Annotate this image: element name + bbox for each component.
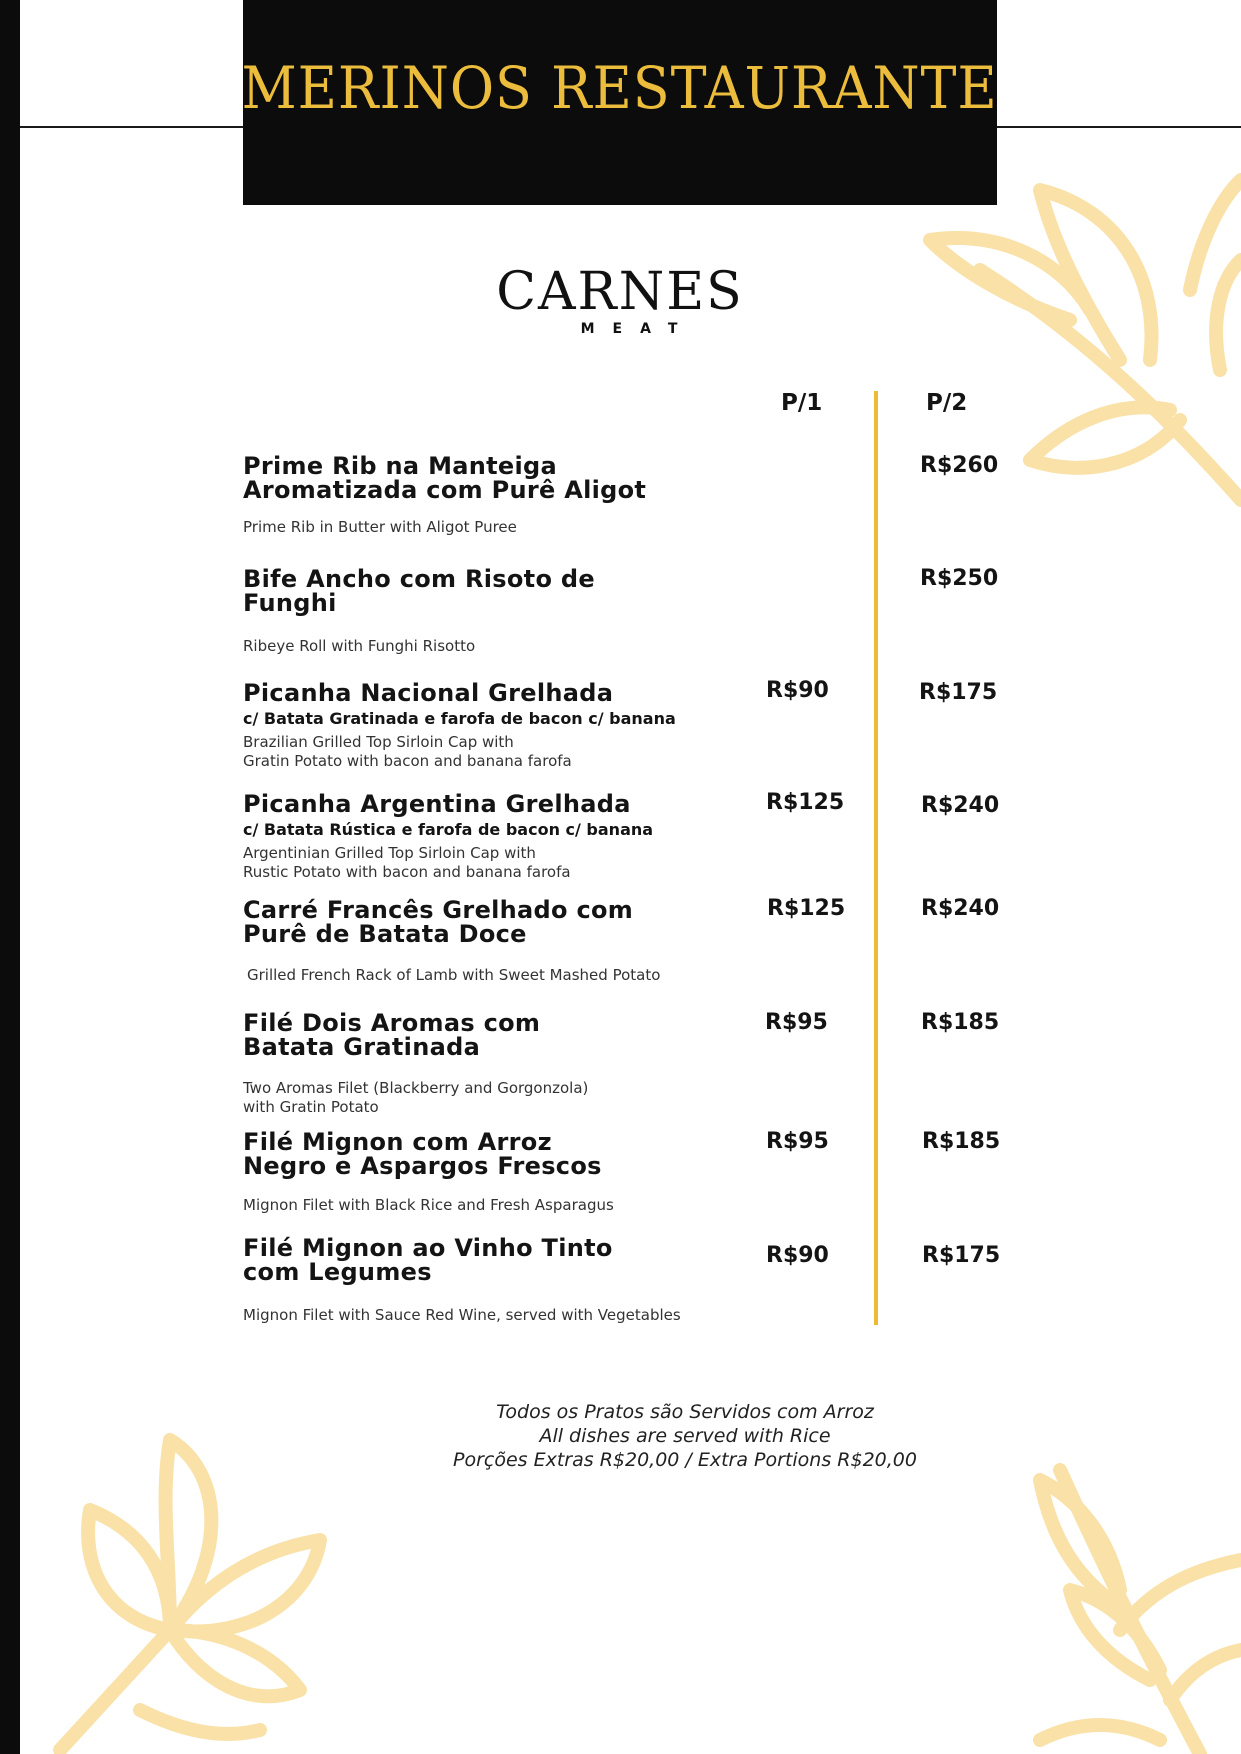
item-name: Picanha Argentina Grelhada <box>243 790 631 818</box>
footer-line-2: All dishes are served with Rice <box>539 1425 831 1447</box>
menu-item <box>243 1011 803 1117</box>
item-description: Two Aromas Filet (Blackberry and Gorgonzola) with Gratin Potato <box>243 1079 589 1116</box>
item-name: Filé Mignon ao Vinho Tinto com Legumes <box>243 1234 613 1286</box>
leaf-decoration-bottom-right <box>1000 1440 1241 1754</box>
price-p2: R$185 <box>922 1129 1001 1154</box>
price-p2: R$175 <box>922 1243 1001 1268</box>
menu-item <box>243 567 803 656</box>
price-p2: R$260 <box>920 453 999 478</box>
item-side-dish: c/ Batata Rústica e farofa de bacon c/ banana <box>243 820 654 839</box>
menu-item <box>243 898 803 985</box>
item-name: Bife Ancho com Risoto de Funghi <box>243 565 595 617</box>
footer-note <box>400 1400 970 1472</box>
item-name: Picanha Nacional Grelhada <box>243 679 614 707</box>
price-p2: R$240 <box>921 896 1000 921</box>
column-header-p1: P/1 <box>781 390 823 416</box>
item-description: Prime Rib in Butter with Aligot Puree <box>243 518 517 536</box>
column-header-p2: P/2 <box>926 390 968 416</box>
menu-item <box>243 792 803 882</box>
column-divider <box>874 391 878 1325</box>
price-p2: R$250 <box>920 566 999 591</box>
footer-line-1: Todos os Pratos são Servidos com Arroz <box>496 1401 874 1423</box>
price-p2: R$240 <box>921 793 1000 818</box>
left-border-bar <box>0 0 20 1754</box>
price-p1: R$95 <box>765 1010 828 1035</box>
item-description: Ribeye Roll with Funghi Risotto <box>243 637 476 655</box>
price-p2: R$185 <box>921 1010 1000 1035</box>
price-p1: R$90 <box>766 678 829 703</box>
section-title: CARNES <box>496 262 744 322</box>
section-subtitle: MEAT <box>580 321 696 337</box>
item-name: Prime Rib na Manteiga Aromatizada com Purê Aligot <box>243 452 647 504</box>
item-description: Grilled French Rack of Lamb with Sweet Mashed Potato <box>247 966 661 984</box>
restaurant-title: MERINOS RESTAURANTE <box>241 53 999 122</box>
item-description: Brazilian Grilled Top Sirloin Cap with Gratin Potato with bacon and banana farofa <box>243 733 572 770</box>
footer-line-3: Porções Extras R$20,00 / Extra Portions R$20,00 <box>453 1449 917 1471</box>
item-name: Filé Mignon com Arroz Negro e Aspargos Frescos <box>243 1128 602 1180</box>
price-p1: R$90 <box>766 1243 829 1268</box>
header-rule-left <box>20 126 244 128</box>
price-p1: R$125 <box>766 790 845 815</box>
header-banner <box>243 0 997 205</box>
header-rule-right <box>996 126 1241 128</box>
flower-decoration-bottom-left <box>20 1430 340 1754</box>
price-p1: R$95 <box>766 1129 829 1154</box>
price-p1: R$125 <box>767 896 846 921</box>
item-description: Mignon Filet with Black Rice and Fresh Asparagus <box>243 1196 614 1214</box>
item-name: Filé Dois Aromas com Batata Gratinada <box>243 1009 541 1061</box>
price-p2: R$175 <box>919 680 998 705</box>
menu-item <box>243 1236 803 1325</box>
item-description: Mignon Filet with Sauce Red Wine, served with Vegetables <box>243 1306 681 1324</box>
item-side-dish: c/ Batata Gratinada e farofa de bacon c/ banana <box>243 709 676 728</box>
item-description: Argentinian Grilled Top Sirloin Cap with Rustic Potato with bacon and banana farofa <box>243 844 571 881</box>
menu-item <box>243 681 803 771</box>
item-name: Carré Francês Grelhado com Purê de Batata Doce <box>243 896 634 948</box>
menu-item <box>243 1130 803 1215</box>
menu-item <box>243 454 803 537</box>
